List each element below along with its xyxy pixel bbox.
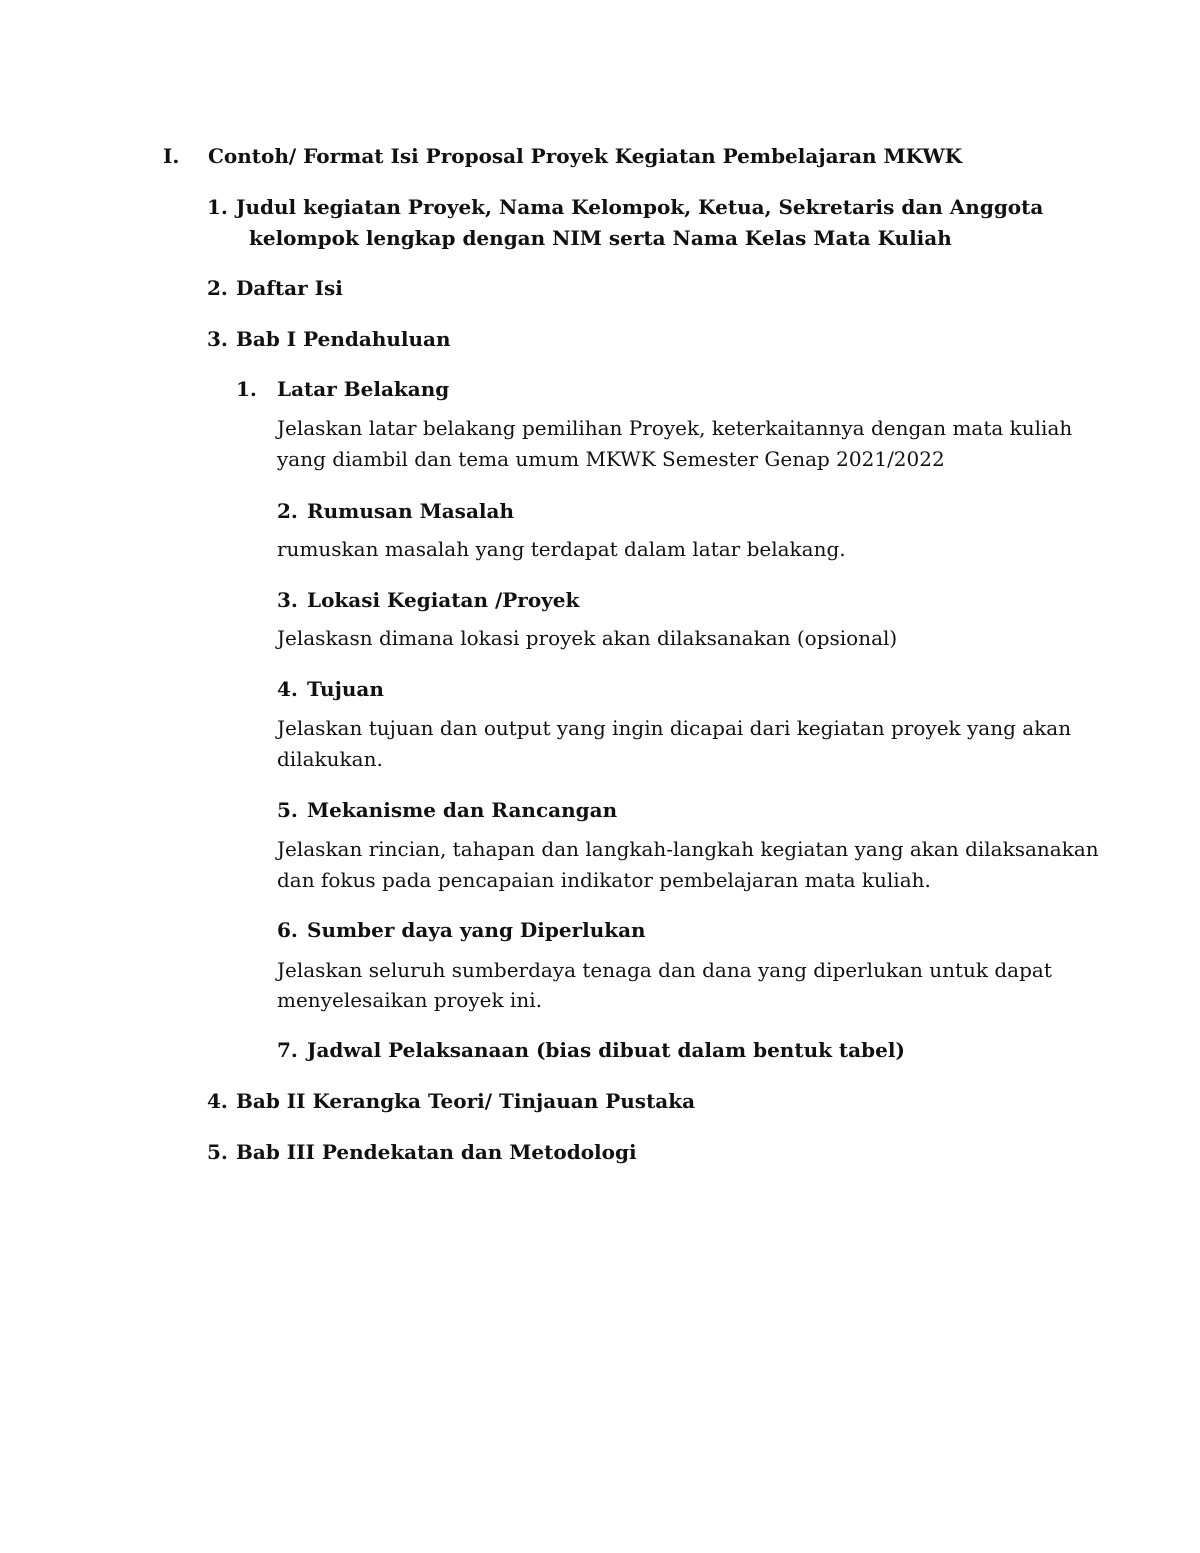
subitem-description: yang diambil dan tema umum MKWK Semester Genap 2021/2022 [277, 447, 945, 471]
item-number: 2. [207, 276, 228, 300]
subitem-number: 6. [277, 918, 298, 942]
subitem-title: Tujuan [307, 677, 384, 701]
subitem-description: Jelaskan tujuan dan output yang ingin dicapai dari kegiatan proyek yang akan [277, 716, 1072, 740]
item-number: 1. [207, 195, 228, 219]
subitem-description: dan fokus pada pencapaian indikator pembelajaran mata kuliah. [277, 868, 931, 892]
item-text: Bab III Pendekatan dan Metodologi [236, 1140, 637, 1164]
item-text: kelompok lengkap dengan NIM serta Nama Kelas Mata Kuliah [249, 226, 952, 250]
subitem-number: 1. [236, 377, 257, 401]
subitem-number: 3. [277, 588, 298, 612]
item-number: 4. [207, 1089, 228, 1113]
subitem-description: Jelaskan rincian, tahapan dan langkah-langkah kegiatan yang akan dilaksanakan [277, 837, 1099, 861]
subitem-title: Latar Belakang [277, 377, 450, 401]
subitem-title: Sumber daya yang Diperlukan [307, 918, 646, 942]
item-text: Daftar Isi [236, 276, 343, 300]
subitem-description: dilakukan. [277, 747, 383, 771]
subitem-description: rumuskan masalah yang terdapat dalam latar belakang. [277, 537, 846, 561]
heading-marker: I. [163, 144, 180, 168]
item-text: Bab I Pendahuluan [236, 327, 451, 351]
subitem-description: Jelaskan seluruh sumberdaya tenaga dan dana yang diperlukan untuk dapat [277, 958, 1052, 982]
subitem-number: 7. [277, 1038, 298, 1062]
subitem-description: menyelesaikan proyek ini. [277, 988, 542, 1012]
item-number: 3. [207, 327, 228, 351]
subitem-description: Jelaskan latar belakang pemilihan Proyek, keterkaitannya dengan mata kuliah [277, 416, 1073, 440]
subitem-number: 2. [277, 499, 298, 523]
item-number: 5. [207, 1140, 228, 1164]
subitem-number: 4. [277, 677, 298, 701]
heading-title: Contoh/ Format Isi Proposal Proyek Kegiatan Pembelajaran MKWK [208, 144, 963, 168]
subitem-number: 5. [277, 798, 298, 822]
subitem-description: Jelaskasn dimana lokasi proyek akan dilaksanakan (opsional) [277, 626, 898, 650]
item-text: Judul kegiatan Proyek, Nama Kelompok, Ketua, Sekretaris dan Anggota [236, 195, 1044, 219]
item-text: Bab II Kerangka Teori/ Tinjauan Pustaka [236, 1089, 696, 1113]
subitem-title: Rumusan Masalah [307, 499, 515, 523]
subitem-title: Lokasi Kegiatan /Proyek [307, 588, 580, 612]
subitem-title: Mekanisme dan Rancangan [307, 798, 618, 822]
subitem-title: Jadwal Pelaksanaan (bias dibuat dalam bentuk tabel) [307, 1038, 905, 1062]
